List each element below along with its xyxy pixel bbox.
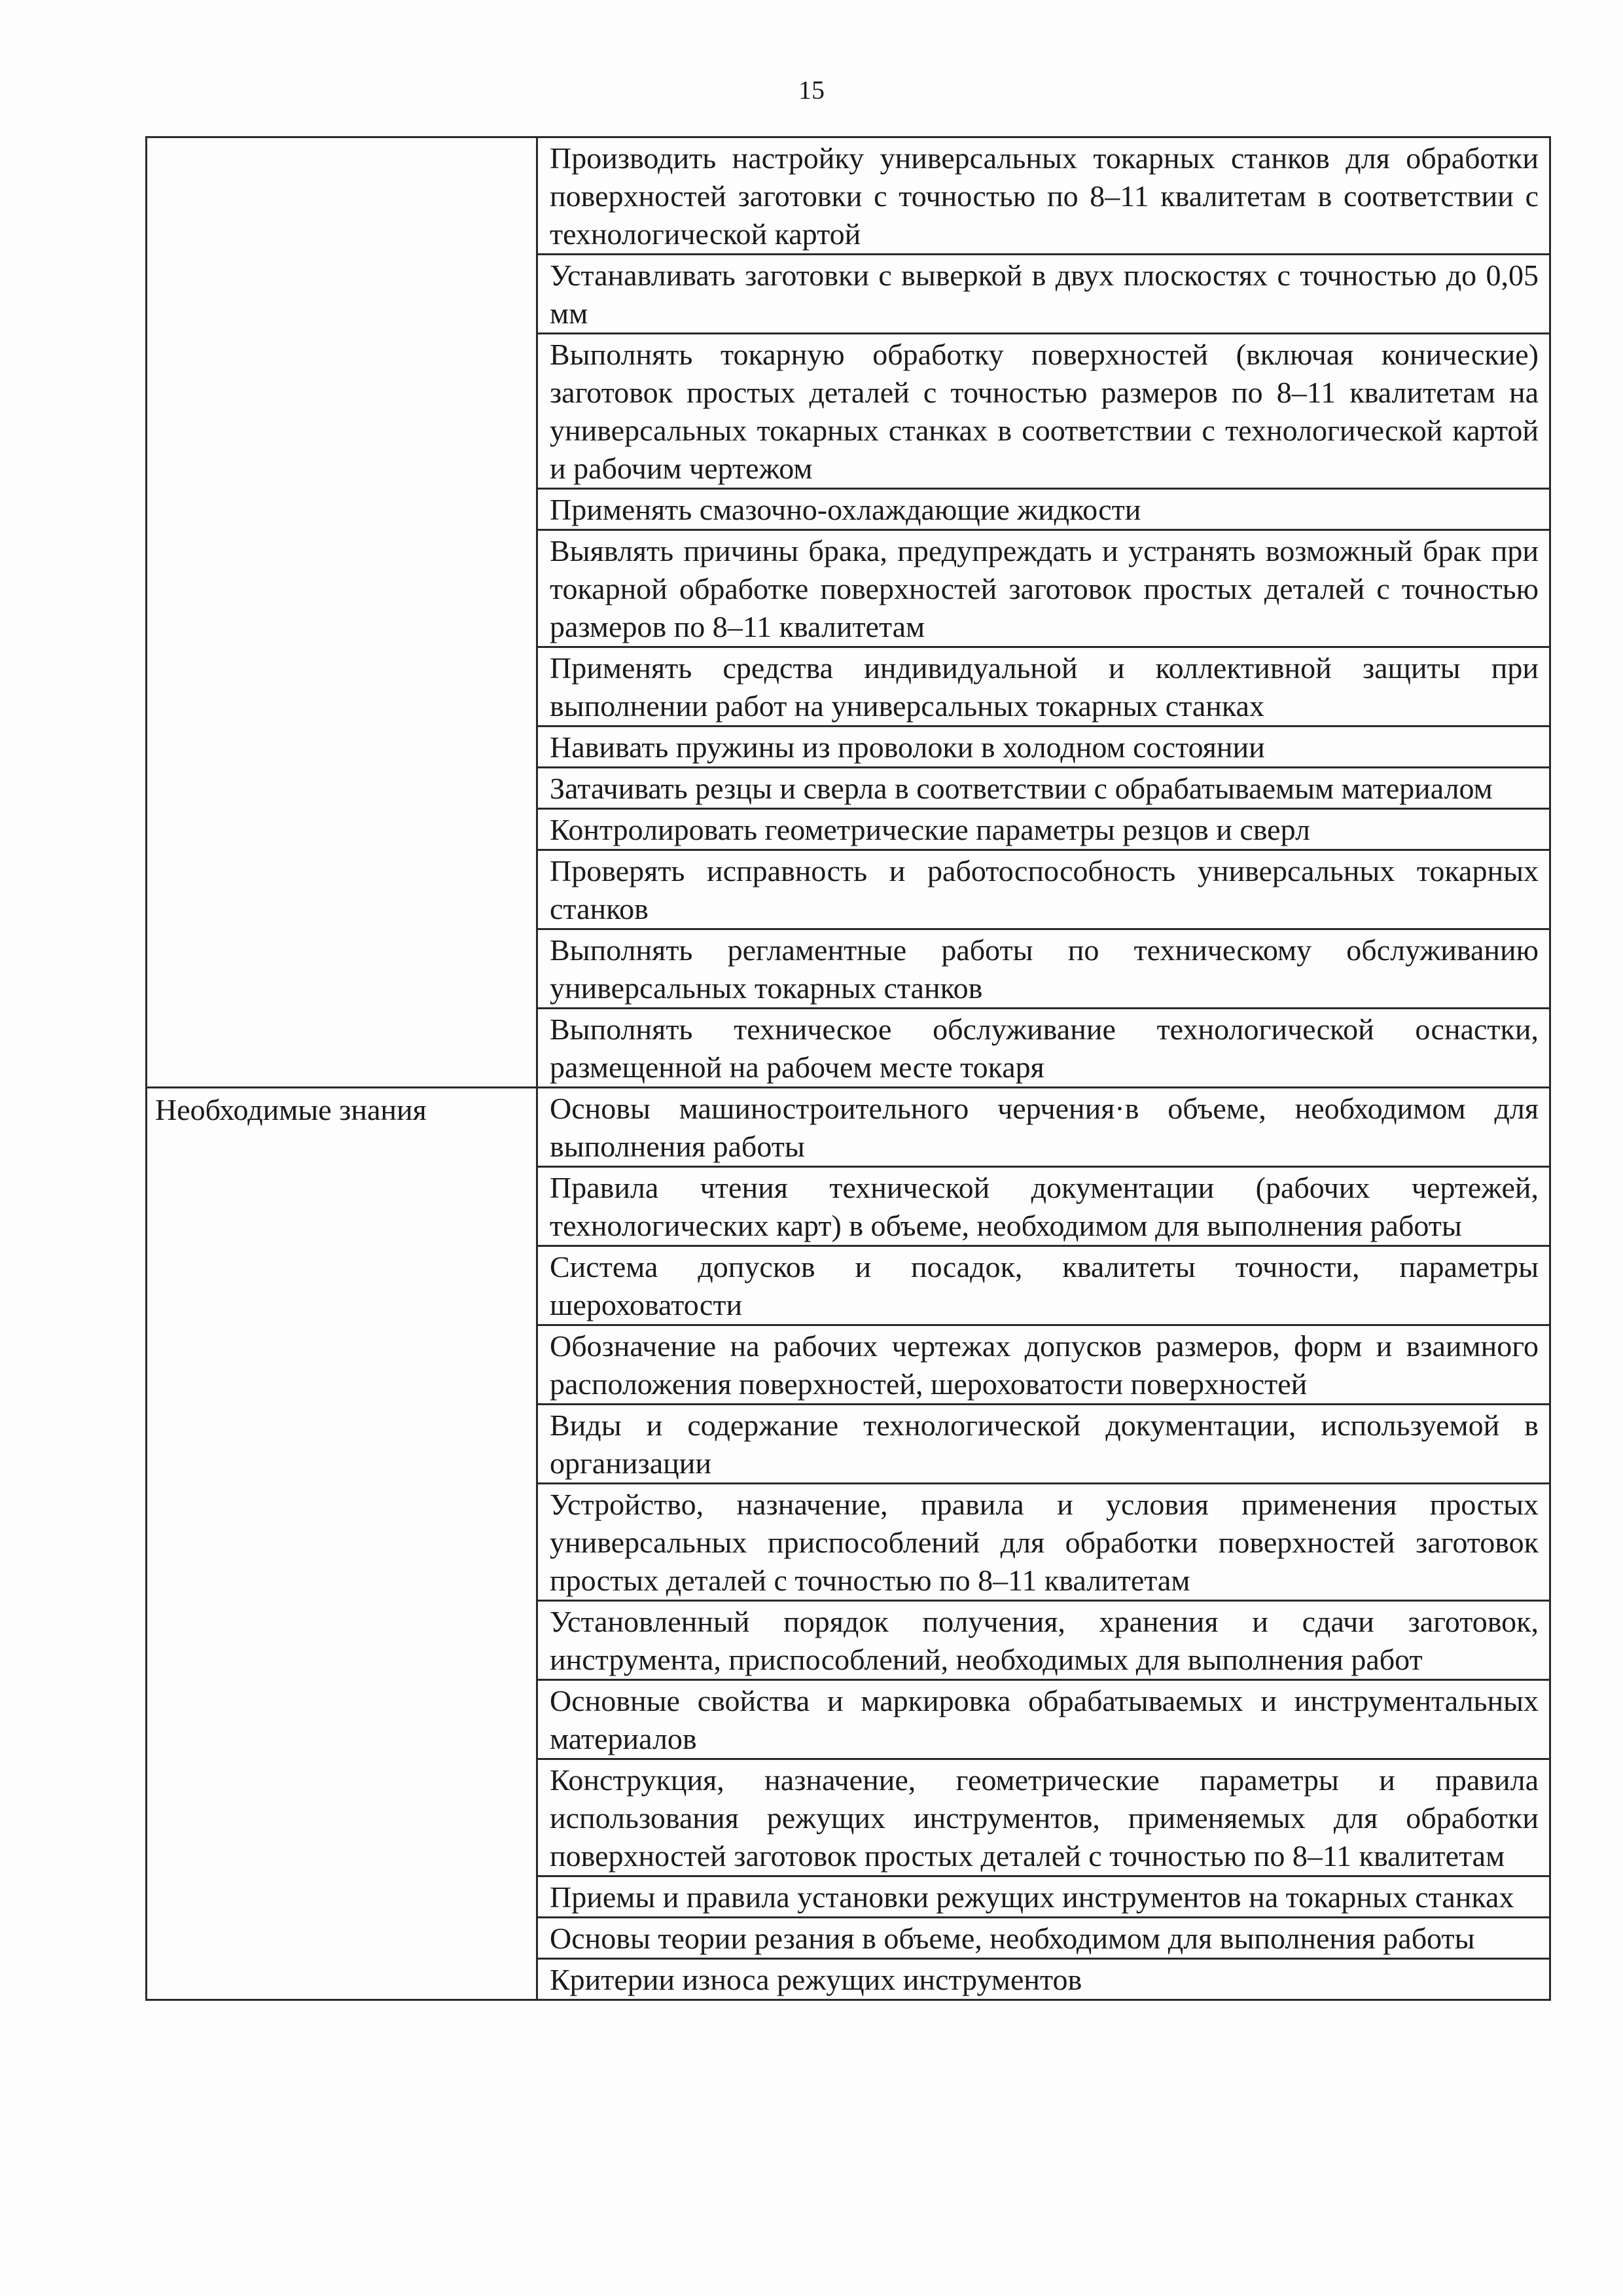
table-cell: Виды и содержание технологической документации, используемой в организации: [537, 1405, 1550, 1484]
table-cell: Критерии износа режущих инструментов: [537, 1959, 1550, 2000]
table-cell: Основы теории резания в объеме, необходимом для выполнения работы: [537, 1918, 1550, 1959]
table-cell: Выполнять техническое обслуживание технологической оснастки, размещенной на рабочем месте токаря: [537, 1009, 1550, 1088]
skills-label-cell: [147, 137, 537, 1088]
table-cell: Контролировать геометрические параметры резцов и сверл: [537, 809, 1550, 850]
table-cell: Выполнять токарную обработку поверхностей (включая конические) заготовок простых деталей с точностью размеров по 8–11 квалитетам на универсальных токарных станках в соответствии с технологической картой и рабочим чертежом: [537, 334, 1550, 489]
table-cell: Конструкция, назначение, геометрические параметры и правила использования режущих инструментов, применяемых для обработки поверхностей заготовок простых деталей с точностью по 8–11 квалитетам: [537, 1759, 1550, 1876]
table-cell: Затачивать резцы и сверла в соответствии с обрабатываемым материалом: [537, 768, 1550, 809]
table-cell: Применять смазочно-охлаждающие жидкости: [537, 489, 1550, 530]
page-number: 15: [798, 75, 825, 105]
table-cell: Выявлять причины брака, предупреждать и устранять возможный брак при токарной обработке поверхностей заготовок простых деталей с точностью размеров по 8–11 квалитетам: [537, 530, 1550, 647]
table-cell: Основные свойства и маркировка обрабатываемых и инструментальных материалов: [537, 1680, 1550, 1759]
table-cell: Проверять исправность и работоспособность универсальных токарных станков: [537, 850, 1550, 929]
table-row: [147, 137, 1550, 255]
table-row: [147, 1088, 1550, 1167]
table-cell: Система допусков и посадок, квалитеты точности, параметры шероховатости: [537, 1246, 1550, 1325]
requirements-table: [145, 136, 1551, 2001]
table-cell: Навивать пружины из проволоки в холодном состоянии: [537, 726, 1550, 768]
table-cell: Правила чтения технической документации (рабочих чертежей, технологических карт) в объеме, необходимом для выполнения работы: [537, 1167, 1550, 1246]
table-cell: Основы машиностроительного черчения·в объеме, необходимом для выполнения работы: [537, 1088, 1550, 1167]
table-cell: Устройство, назначение, правила и условия применения простых универсальных приспособлений для обработки поверхностей заготовок простых деталей с точностью по 8–11 квалитетам: [537, 1484, 1550, 1601]
knowledge-label: Необходимые знания: [147, 1088, 537, 2000]
table-cell: Производить настройку универсальных токарных станков для обработки поверхностей заготовки с точностью по 8–11 квалитетам в соответствии с технологической картой: [537, 137, 1550, 255]
table-cell: Устанавливать заготовки с выверкой в двух плоскостях с точностью до 0,05 мм: [537, 255, 1550, 334]
table-cell: Применять средства индивидуальной и коллективной защиты при выполнении работ на универсальных токарных станках: [537, 647, 1550, 726]
table-cell: Установленный порядок получения, хранения и сдачи заготовок, инструмента, приспособлений, необходимых для выполнения работ: [537, 1601, 1550, 1680]
table-cell: Обозначение на рабочих чертежах допусков размеров, форм и взаимного расположения поверхностей, шероховатости поверхностей: [537, 1325, 1550, 1405]
table-cell: Приемы и правила установки режущих инструментов на токарных станках: [537, 1876, 1550, 1918]
table-cell: Выполнять регламентные работы по техническому обслуживанию универсальных токарных станков: [537, 929, 1550, 1009]
